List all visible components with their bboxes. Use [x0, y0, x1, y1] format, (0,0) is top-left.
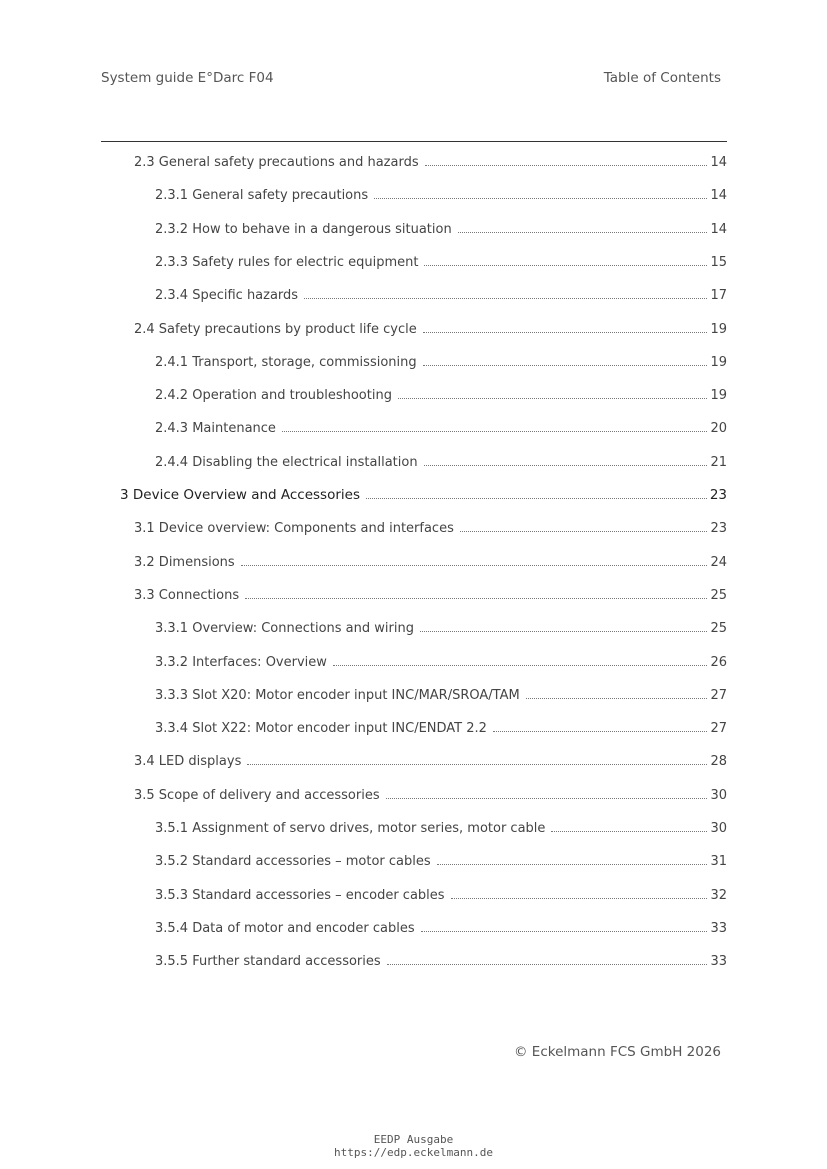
- toc-dot-leader: [493, 731, 708, 732]
- toc-dot-leader: [458, 232, 708, 233]
- toc-entry-page: 24: [710, 554, 727, 570]
- toc-entry-title: 3.2 Dimensions: [134, 554, 235, 570]
- toc-dot-leader: [387, 964, 708, 965]
- toc-entry[interactable]: [134, 550, 727, 570]
- toc-entry[interactable]: [134, 317, 727, 337]
- toc-entry[interactable]: [155, 849, 727, 869]
- toc-dot-leader: [423, 332, 708, 333]
- toc-entry-page: 14: [710, 188, 727, 204]
- stamp-url: https://edp.eckelmann.de: [334, 1146, 493, 1159]
- toc-entry[interactable]: [134, 783, 727, 803]
- toc-entry-title: 2.4.4 Disabling the electrical installation: [155, 454, 418, 470]
- toc-entry-title: 3.4 LED displays: [134, 754, 242, 770]
- toc-entry-page: 31: [710, 854, 727, 870]
- toc-entry[interactable]: [155, 450, 727, 470]
- toc-entry[interactable]: [155, 416, 727, 436]
- toc-entry-page: 27: [710, 687, 727, 703]
- toc-dot-leader: [247, 764, 707, 765]
- toc-entry-title: 3.5 Scope of delivery and accessories: [134, 787, 380, 803]
- toc-dot-leader: [437, 864, 708, 865]
- toc-entry[interactable]: [155, 283, 727, 303]
- toc-dot-leader: [424, 465, 708, 466]
- toc-entry[interactable]: [134, 583, 727, 603]
- toc-entry[interactable]: [155, 949, 727, 969]
- toc-entry-page: 20: [710, 421, 727, 437]
- stamp-edition: EEDP Ausgabe: [373, 1133, 454, 1146]
- toc-entry[interactable]: [155, 650, 727, 670]
- toc-dot-leader: [460, 531, 708, 532]
- toc-entry-page: 28: [710, 754, 727, 770]
- toc-entry[interactable]: [155, 883, 727, 903]
- toc-entry-title: 3.5.2 Standard accessories – motor cables: [155, 854, 431, 870]
- toc-entry-page: 25: [710, 621, 727, 637]
- toc-entry-title: 3.5.4 Data of motor and encoder cables: [155, 920, 415, 936]
- toc-entry-title: 3.1 Device overview: Components and interfaces: [134, 521, 454, 537]
- toc-entry-title: 3.5.3 Standard accessories – encoder cables: [155, 887, 445, 903]
- toc-dot-leader: [366, 498, 707, 499]
- toc-dot-leader: [526, 698, 708, 699]
- toc-entry-title: 2.3.2 How to behave in a dangerous situation: [155, 221, 452, 237]
- toc-dot-leader: [333, 665, 708, 666]
- toc-entry-page: 14: [710, 221, 727, 237]
- toc-entry[interactable]: [134, 150, 727, 170]
- toc-dot-leader: [398, 398, 707, 399]
- toc-entry[interactable]: [155, 916, 727, 936]
- toc-entry[interactable]: [155, 217, 727, 237]
- toc-entry-page: 23: [710, 521, 727, 537]
- toc-entry-page: 19: [710, 321, 727, 337]
- header-rule: [101, 141, 727, 142]
- toc-entry-title: 2.4 Safety precautions by product life cycle: [134, 321, 417, 337]
- toc-entry-title: 3.3.1 Overview: Connections and wiring: [155, 621, 414, 637]
- toc-entry-page: 33: [710, 920, 727, 936]
- toc-dot-leader: [421, 931, 708, 932]
- toc-entry[interactable]: [155, 383, 727, 403]
- toc-entry-title: 2.3.4 Specific hazards: [155, 288, 299, 304]
- toc-entry-page: 30: [710, 821, 727, 836]
- toc-entry-title: 2.3.1 General safety precautions: [155, 188, 369, 204]
- toc-dot-leader: [551, 831, 707, 832]
- toc-entry-page: 21: [710, 454, 727, 470]
- toc-dot-leader: [425, 165, 708, 166]
- toc-entry-page: 27: [710, 721, 727, 737]
- copyright-notice: © Eckelmann FCS GmbH 2026: [514, 1044, 721, 1060]
- toc-entry[interactable]: [155, 183, 727, 203]
- toc-entry[interactable]: [134, 749, 727, 769]
- toc-entry-page: 33: [710, 954, 727, 970]
- toc-entry[interactable]: [155, 616, 727, 636]
- toc-dot-leader: [423, 365, 708, 366]
- toc-entry-title: 3.3.3 Slot X20: Motor encoder input INC/MAR/SROA/TAM: [155, 687, 520, 703]
- toc-entry-title: 3.3 Connections: [134, 587, 240, 603]
- toc-entry[interactable]: [120, 483, 727, 503]
- toc-dot-leader: [451, 898, 708, 899]
- toc-dot-leader: [241, 565, 708, 566]
- toc-dot-leader: [424, 265, 707, 266]
- toc-dot-leader: [374, 198, 707, 199]
- toc-dot-leader: [245, 598, 707, 599]
- toc-entry[interactable]: [134, 516, 727, 536]
- toc-entry-title: 2.3.3 Safety rules for electric equipment: [155, 254, 419, 270]
- toc-entry-page: 17: [710, 288, 727, 304]
- toc-entry-title: 3.5.1 Assignment of servo drives, motor series, motor cable: [155, 821, 546, 836]
- toc-dot-leader: [420, 631, 707, 632]
- toc-entry-title: 3.3.4 Slot X22: Motor encoder input INC/ENDAT 2.2: [155, 721, 487, 737]
- toc-entry-title: 3 Device Overview and Accessories: [120, 487, 360, 503]
- toc-entry-page: 26: [710, 654, 727, 670]
- toc-dot-leader: [386, 798, 708, 799]
- toc-dot-leader: [282, 431, 708, 432]
- toc-entry-page: 14: [710, 155, 727, 170]
- toc-entry-title: 2.4.1 Transport, storage, commissioning: [155, 354, 417, 370]
- toc-entry-title: 2.4.3 Maintenance: [155, 421, 276, 437]
- toc-entry-title: 3.3.2 Interfaces: Overview: [155, 654, 327, 670]
- toc-entry-title: 2.3 General safety precautions and hazards: [134, 155, 419, 170]
- toc-entry[interactable]: [155, 250, 727, 270]
- toc-entry-page: 32: [710, 887, 727, 903]
- toc-entry[interactable]: [155, 816, 727, 836]
- toc-entry[interactable]: [155, 350, 727, 370]
- running-header-section: Table of Contents: [603, 70, 721, 86]
- toc-dot-leader: [304, 298, 707, 299]
- toc-entry-title: 3.5.5 Further standard accessories: [155, 954, 381, 970]
- toc-entry-page: 19: [710, 354, 727, 370]
- toc-entry-page: 25: [710, 587, 727, 603]
- toc-entry[interactable]: [155, 683, 727, 703]
- toc-entry-page: 23: [709, 487, 727, 503]
- toc-entry-page: 15: [710, 254, 727, 270]
- toc-entry-page: 19: [710, 388, 727, 404]
- toc-entry[interactable]: [155, 716, 727, 736]
- toc-entry-title: 2.4.2 Operation and troubleshooting: [155, 388, 392, 404]
- toc-entry-page: 30: [710, 787, 727, 803]
- running-header-title: System guide E°Darc F04: [101, 70, 274, 86]
